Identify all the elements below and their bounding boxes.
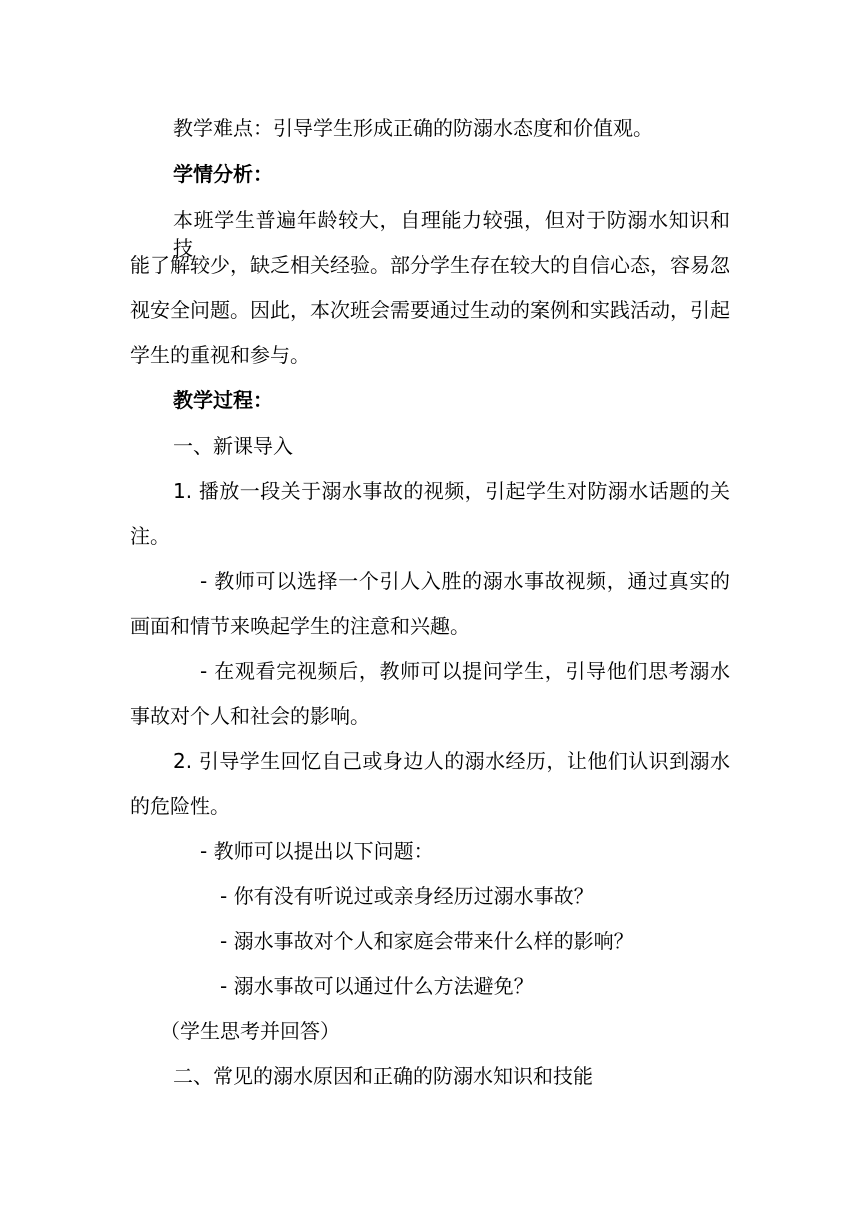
step-one-line-1: 1. 播放一段关于溺水事故的视频，引起学生对防溺水话题的关: [173, 479, 730, 503]
student-answer-note: （学生思考并回答）: [160, 1019, 340, 1043]
step-two-line-1: 2. 引导学生回忆自己或身边人的溺水经历，让他们认识到溺水: [173, 749, 730, 773]
question-item-2: - 溺水事故对个人和家庭会带来什么样的影响？: [220, 929, 634, 953]
teaching-difficulty-line: 教学难点：引导学生形成正确的防溺水态度和价值观。: [173, 116, 653, 140]
analysis-paragraph-line-4: 学生的重视和参与。: [130, 343, 310, 367]
section-one-heading: 一、新课导入: [173, 434, 293, 458]
section-two-heading: 二、常见的溺水原因和正确的防溺水知识和技能: [173, 1064, 593, 1088]
step-one-line-2: 注。: [130, 524, 170, 548]
analysis-paragraph-line-3: 视安全问题。因此，本次班会需要通过生动的案例和实践活动，引起: [130, 298, 730, 322]
analysis-paragraph-line-2: 能了解较少，缺乏相关经验。部分学生存在较大的自信心态，容易忽: [130, 253, 730, 277]
step-two-line-2: 的危险性。: [130, 794, 230, 818]
step-one-bullet-2-line-2: 事故对个人和社会的影响。: [130, 704, 370, 728]
step-one-bullet-1-line-2: 画面和情节来唤起学生的注意和兴趣。: [130, 614, 470, 638]
teacher-question-intro: - 教师可以提出以下问题：: [200, 839, 434, 863]
step-one-bullet-1-line-1: - 教师可以选择一个引人入胜的溺水事故视频，通过真实的: [200, 569, 730, 593]
learning-analysis-heading: 学情分析：: [173, 162, 273, 186]
question-item-3: - 溺水事故可以通过什么方法避免？: [220, 974, 534, 998]
analysis-paragraph-line-1: 本班学生普遍年龄较大，自理能力较强，但对于防溺水知识和技: [173, 208, 730, 260]
step-one-bullet-2-line-1: - 在观看完视频后，教师可以提问学生，引导他们思考溺水: [200, 659, 730, 683]
question-item-1: - 你有没有听说过或亲身经历过溺水事故？: [220, 884, 594, 908]
teaching-process-heading: 教学过程：: [173, 388, 273, 412]
